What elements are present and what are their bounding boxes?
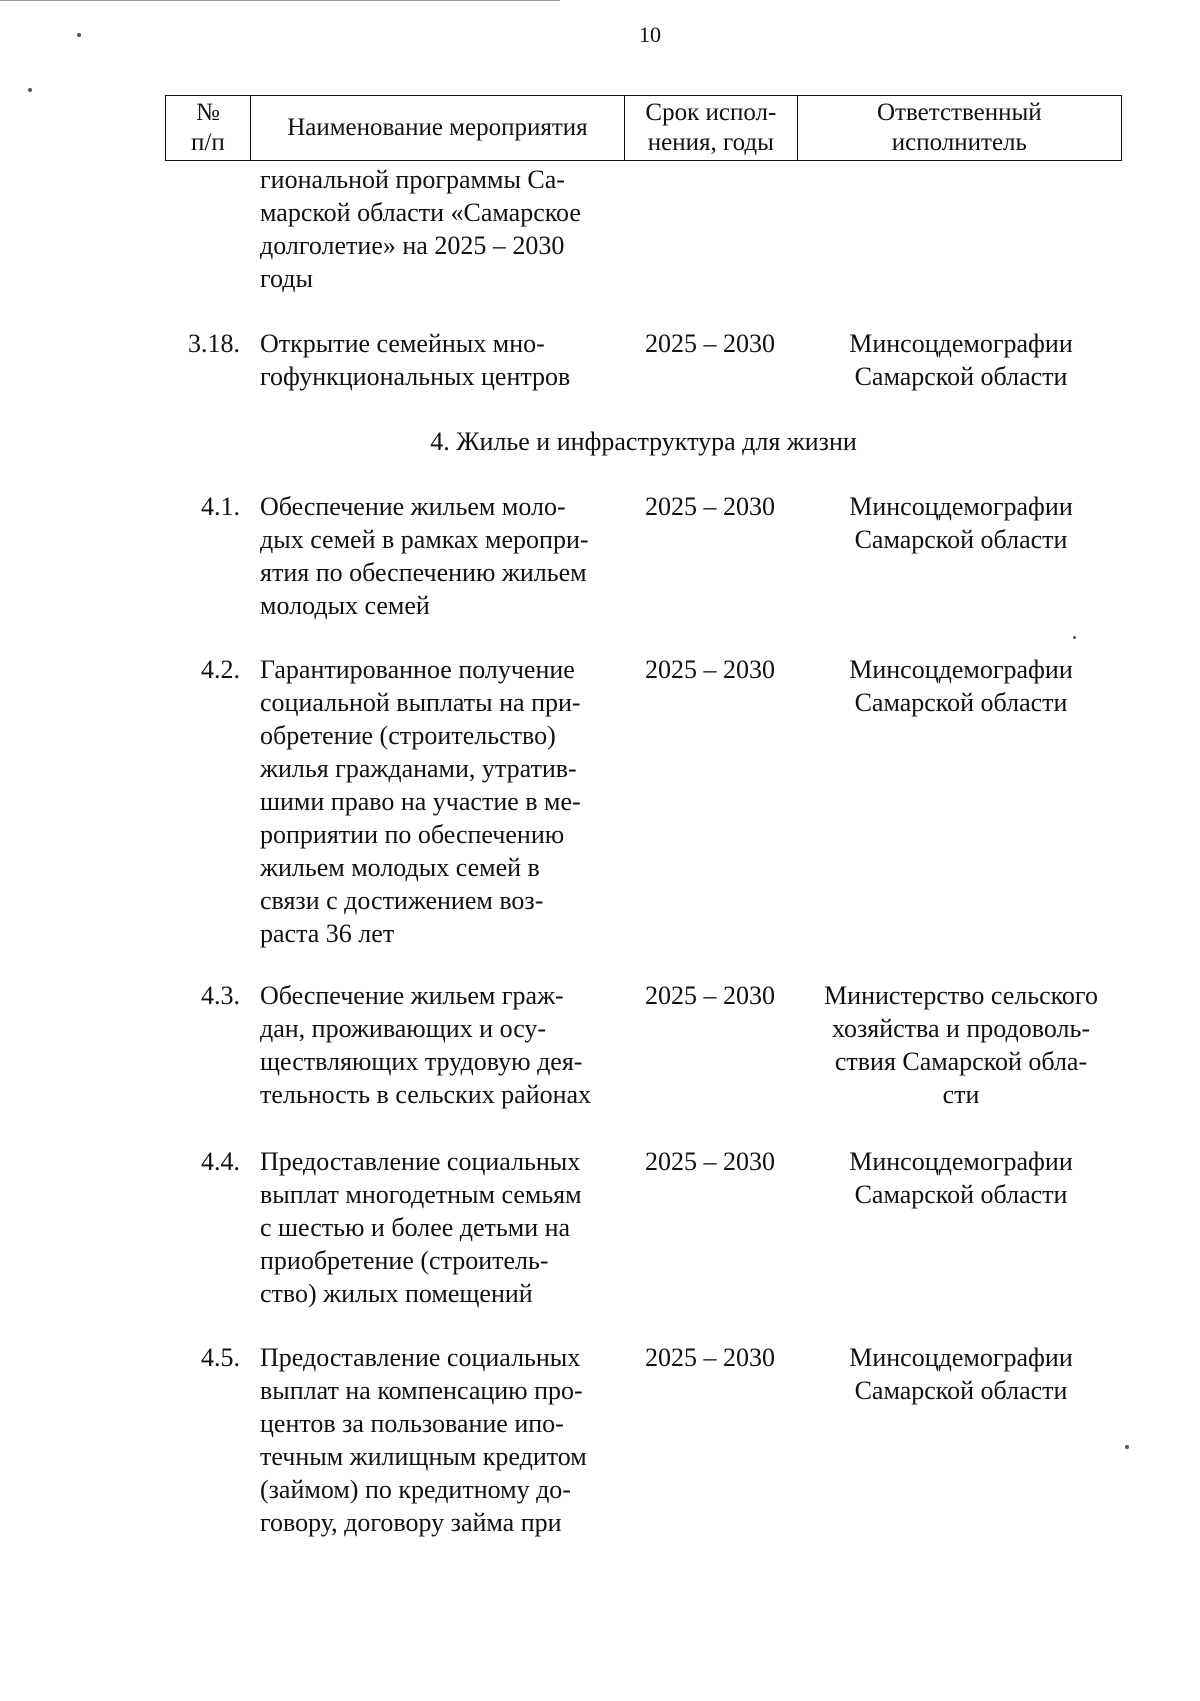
row-name: Предоставление социальных выплат многодетным семьям с шестью и более детьми на приобретение (строитель- ство) жилых помещений [260,1147,582,1308]
row-number: 4.1. [201,492,240,521]
row-responsible: Минсоцдемографии Самарской области [849,1343,1073,1405]
row-term: 2025 – 2030 [645,981,775,1010]
row-number: 3.18. [188,329,240,358]
scan-top-edge [0,0,560,1]
header-number-column [166,96,251,160]
header-responsible-column [798,96,1121,160]
row-name: Обеспечение жильем моло- дых семей в рамках меропри- ятия по обеспечению жильем молодых семей [260,492,589,620]
row-number: 4.4. [201,1147,240,1176]
row-name: Предоставление социальных выплат на компенсацию про- центов за пользование ипо- течным жилищным кредитом (займом) по кредитному до- говору, договору займа при [260,1343,587,1537]
row-term: 2025 – 2030 [645,1147,775,1176]
scan-speck [28,88,32,92]
scan-speck [1125,1445,1129,1449]
row-number: 4.5. [201,1343,240,1372]
row-term: 2025 – 2030 [645,329,775,358]
section-title: 4. Жилье и инфраструктура для жизни [430,427,857,456]
row-responsible: Минсоцдемографии Самарской области [849,329,1073,391]
scan-speck [1073,636,1076,639]
row-name: гиональной программы Са- марской области «Самарское долголетие» на 2025 – 2030 годы [260,165,581,293]
header-term-label: Срок испол- нения, годы [645,99,777,156]
row-number: 4.2. [201,655,240,684]
page-number: 10 [639,22,661,47]
scan-speck [77,33,81,37]
row-responsible: Минсоцдемографии Самарской области [849,655,1073,717]
header-number-label: № п/п [191,99,225,156]
header-name-label: Наименование мероприятия [287,114,588,141]
table-header [165,95,1122,161]
header-responsible-label: Ответственный исполнитель [877,99,1042,156]
header-name-column [251,96,625,160]
row-number: 4.3. [201,981,240,1010]
row-responsible: Минсоцдемографии Самарской области [849,1147,1073,1209]
header-term-column [625,96,798,160]
row-responsible: Минсоцдемографии Самарской области [849,492,1073,554]
row-term: 2025 – 2030 [645,655,775,684]
row-term: 2025 – 2030 [645,492,775,521]
row-name: Открытие семейных мно- гофункциональных центров [260,329,571,391]
row-term: 2025 – 2030 [645,1343,775,1372]
row-name: Обеспечение жильем граж- дан, проживающих и осу- ществляющих трудовую дея- тельность в сельских районах [260,981,592,1109]
row-name: Гарантированное получение социальной выплаты на при- обретение (строительство) жилья гражданами, утратив- шими право на участие в ме- роприятии по обеспечению жильем молодых семей в связи с достижением воз- раста 36 лет [260,655,581,948]
row-responsible: Министерство сельского хозяйства и продоволь- ствия Самарской обла- сти [824,981,1098,1109]
